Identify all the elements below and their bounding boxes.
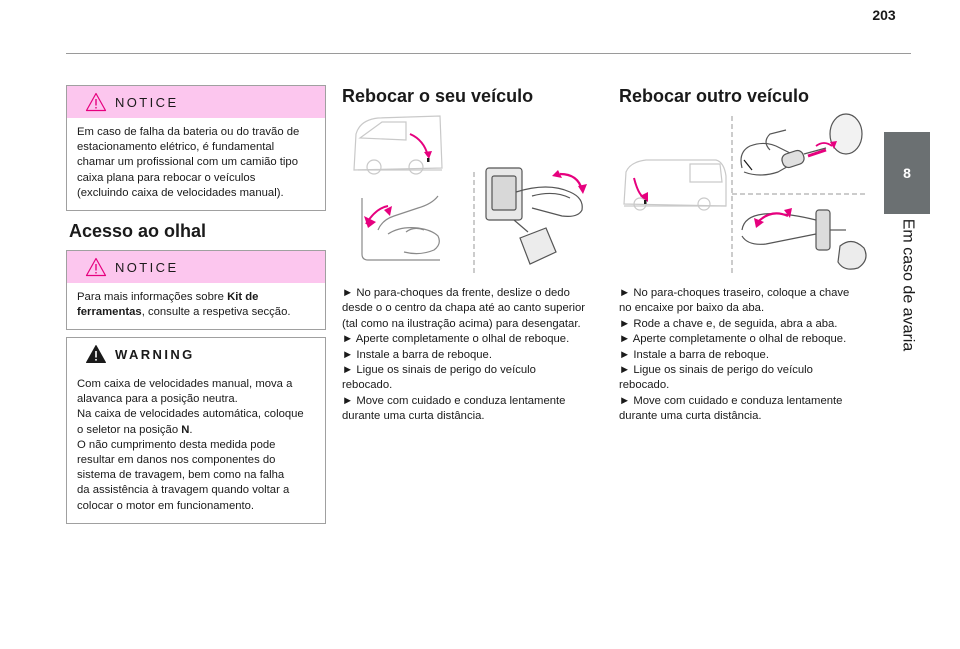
notice-body [67,118,325,210]
heading-rebocar-seu-veiculo: Rebocar o seu veículo [342,86,534,106]
notice-header [67,86,325,118]
notice-line [77,305,315,320]
illustration-front-tow-eye [348,112,600,278]
notice-box-battery [66,85,326,211]
instruction-line: ► Ligue os sinais de perigo do veículo [342,364,536,377]
warning-line: da assistência à travagem quando voltar a [77,484,290,497]
warning-line: Na caixa de velocidades automática, coloque [77,408,304,421]
notice-triangle-icon [85,92,107,112]
notice-line [77,290,315,305]
instruction-line: (tal como na ilustração acima) para desengatar. [342,317,581,330]
chapter-title: Em caso de avaria [899,218,917,352]
instruction-line: no encaixe por baixo da aba. [619,302,765,315]
warning-triangle-icon [85,344,107,364]
warning-line: colocar o motor em funcionamento. [77,499,255,512]
warning-line: sistema de travagem, bem como na falha [77,469,285,482]
instruction-line: ► Move com cuidado e conduza lentamente [342,394,566,407]
chapter-title-vertical [884,215,930,355]
warning-line: alavanca para a posição neutra. [77,393,238,406]
page-number: 203 [872,7,896,23]
instruction-line: ► Instale a barra de reboque. [342,348,492,361]
instruction-line: ► Ligue os sinais de perigo do veículo [619,364,813,377]
instruction-line: rebocado. [342,379,393,392]
notice-text-bold: Kit de [227,291,259,303]
chapter-number: 8 [903,165,911,181]
notice-body [67,283,325,329]
instruction-line: ► No para-choques da frente, deslize o dedo [342,287,570,299]
warning-line: O não cumprimento desta medida pode [77,438,276,451]
instruction-line: rebocado. [619,379,670,392]
van-rear-sketch [624,160,726,210]
notice-line: caixa plana para rebocar o veículos [77,171,256,184]
notice-line: (excluindo caixa de velocidades manual). [77,186,284,199]
illustration-rear-tow-eye [620,112,872,278]
bumper-hand-sketch [362,196,440,260]
warning-header [67,338,325,370]
instruction-line: durante uma curta distância. [342,410,485,423]
instruction-line: durante uma curta distância. [619,410,762,423]
notice-line: Em caso de falha da bateria ou do travão de [77,126,300,138]
header-rule [66,53,911,54]
warning-text-bold: N [181,423,190,436]
chapter-tab [884,132,930,214]
warning-box [66,337,326,524]
heading-rebocar-outro-veiculo: Rebocar outro veículo [619,86,810,106]
van-front-sketch [354,116,442,174]
instruction-line: ► Aperte completamente o olhal de reboque. [342,333,570,346]
instructions-rear-tow [619,286,881,425]
instruction-line: ► Aperte completamente o olhal de reboque. [619,333,847,346]
instruction-line: ► Instale a barra de reboque. [619,348,769,361]
warning-line: resultar em danos nos componentes do [77,454,276,467]
notice-box-toolkit [66,250,326,330]
warning-text: . [189,423,193,436]
tow-eye-sketch [486,168,582,264]
notice-header [67,251,325,283]
warning-text: o seletor na posição [77,423,182,436]
warning-line [77,423,315,438]
notice-triangle-icon [85,257,107,277]
notice-text: , consulte a respetiva secção. [141,306,291,319]
notice-line: chamar um profissional com um camião tipo [77,156,299,169]
heading-acesso-olhal: Acesso ao olhal [69,221,207,241]
warning-line: Com caixa de velocidades manual, mova a [77,378,293,390]
instruction-line: ► Move com cuidado e conduza lentamente [619,394,843,407]
key-hand-sketch [741,114,862,175]
warning-body [67,370,325,523]
warning-label: WARNING [115,346,195,362]
instruction-line: ► Rode a chave e, de seguida, abra a aba. [619,317,838,330]
instruction-line: ► No para-choques traseiro, coloque a chave [619,287,850,299]
notice-text-bold: ferramentas [77,306,142,319]
instructions-front-tow [342,286,604,425]
instruction-line: desde o o centro da chapa até ao canto superior [342,302,586,315]
notice-label: NOTICE [115,259,179,275]
notice-text: Para mais informações sobre [77,291,228,303]
notice-line: estacionamento elétrico, é fundamental [77,141,275,154]
notice-label: NOTICE [115,94,179,110]
